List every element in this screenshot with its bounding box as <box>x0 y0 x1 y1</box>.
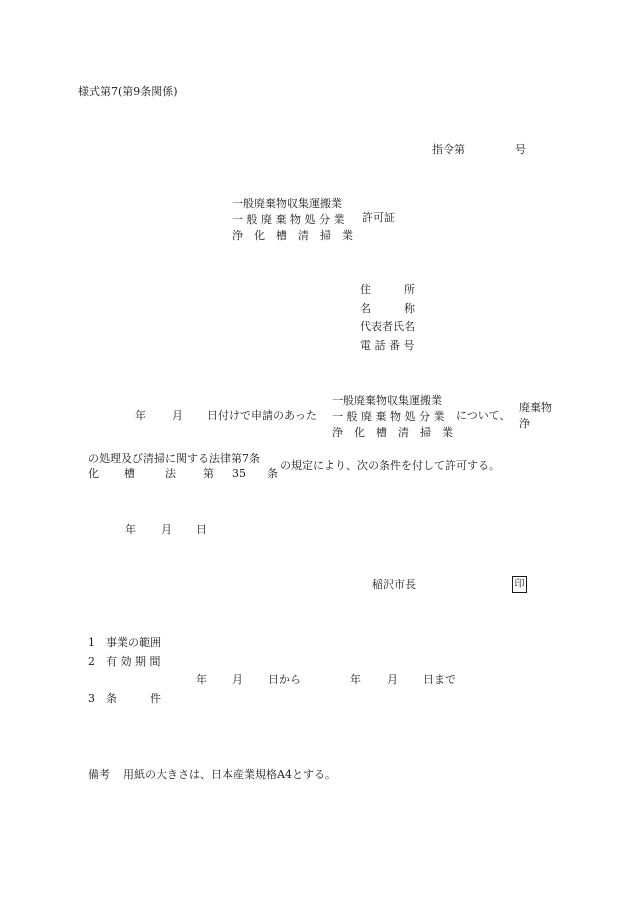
law-sentence-tail: の規定により、次の条件を付して許可する。 <box>280 459 500 472</box>
business-line: 浄 化 槽 清 掃 業 <box>332 426 453 439</box>
applicant-representative-label: 代表者氏名 <box>360 320 415 333</box>
law-line: 廃棄物 <box>519 401 552 414</box>
title-line: 一 般 廃 棄 物 処 分 業 <box>232 213 345 226</box>
directive-suffix: 号 <box>515 143 526 156</box>
title-business-types <box>232 196 353 244</box>
applicant-name-label: 名 称 <box>360 302 415 315</box>
applicant-phone-label: 電 話 番 号 <box>360 339 415 352</box>
application-month: 月 <box>172 409 183 422</box>
issuer-name: 稲沢市長 <box>372 578 416 591</box>
issue-month: 月 <box>161 523 172 536</box>
item3-number: 3 <box>88 692 95 705</box>
form-id: 様式第7(第9条関係) <box>78 85 178 98</box>
item1-label: 事業の範囲 <box>106 636 161 649</box>
remarks-text: 用紙の大きさは、日本産業規格A4とする。 <box>123 768 336 781</box>
business-line: 一 般 廃 棄 物 処 分 業 <box>332 410 445 423</box>
title-line: 一般廃棄物収集運搬業 <box>232 197 342 210</box>
law-part: 第 <box>203 467 214 480</box>
application-day-phrase: 日付けで申請のあった <box>207 409 317 422</box>
directive-prefix: 指令第 <box>432 143 465 156</box>
title-line: 浄 化 槽 清 掃 業 <box>232 229 353 242</box>
item3-label: 条 件 <box>106 692 161 705</box>
law-part: 35 <box>232 467 246 480</box>
application-law-lines <box>519 400 552 432</box>
law-line-1: の処理及び清掃に関する法律第7条 <box>88 452 260 465</box>
period-year-start: 年 <box>196 673 207 686</box>
issue-day: 日 <box>196 523 207 536</box>
title-permit: 許可証 <box>362 211 395 224</box>
law-part: 化 <box>88 467 99 480</box>
application-year: 年 <box>135 409 146 422</box>
issue-year: 年 <box>125 523 136 536</box>
period-from: 日から <box>268 673 301 686</box>
application-about: について、 <box>456 409 511 422</box>
law-line: 浄 <box>519 417 530 430</box>
period-month-start: 月 <box>232 673 243 686</box>
period-year-end: 年 <box>350 673 361 686</box>
application-business-types <box>332 393 453 441</box>
item1-number: 1 <box>88 636 95 649</box>
item2-number: 2 <box>88 655 95 668</box>
seal-box: 印 <box>512 576 527 593</box>
remarks-label: 備考 <box>88 768 110 781</box>
law-part: 槽 <box>124 467 135 480</box>
item2-label: 有 効 期 間 <box>106 655 161 668</box>
period-month-end: 月 <box>387 673 398 686</box>
business-line: 一般廃棄物収集運搬業 <box>332 394 442 407</box>
period-until: 日まで <box>423 673 456 686</box>
applicant-address-label: 住 所 <box>360 283 415 296</box>
law-part: 法 <box>165 467 176 480</box>
law-part: 条 <box>267 467 278 480</box>
